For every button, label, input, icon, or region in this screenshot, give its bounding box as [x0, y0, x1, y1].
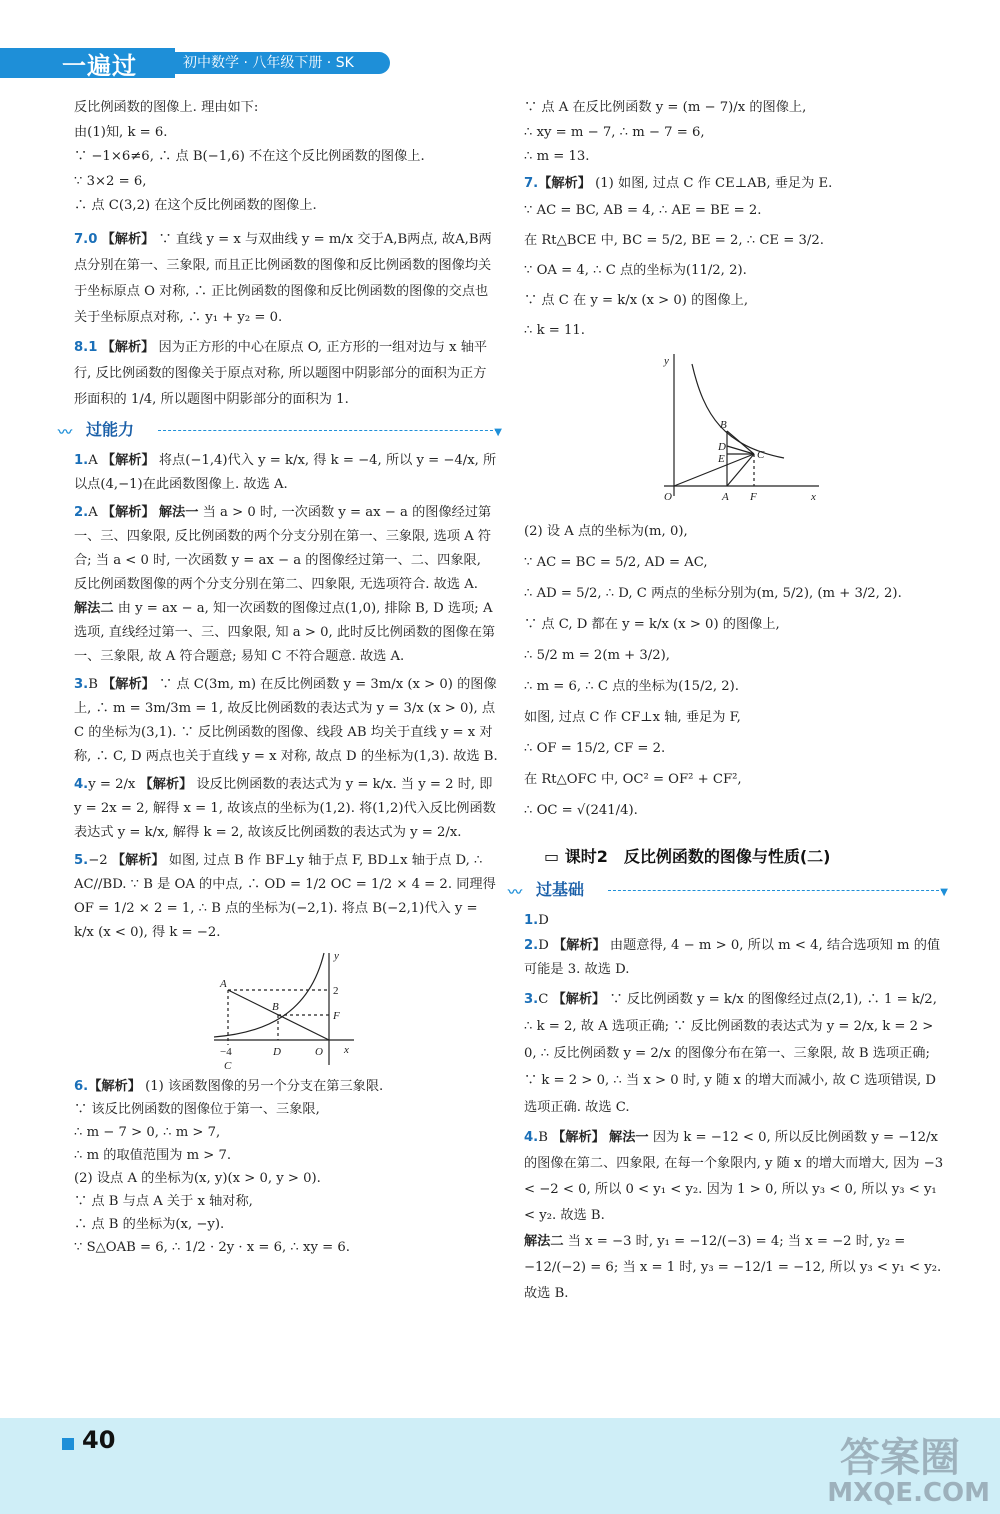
- watermark-url: MXQE.COM: [827, 1478, 990, 1508]
- section-icon: 〰: [58, 424, 72, 441]
- page-number: 40: [82, 1426, 116, 1454]
- section-title: 过能力: [86, 419, 135, 439]
- question-number: 7.: [74, 231, 89, 247]
- question-number: 2.: [74, 504, 89, 520]
- question-number: 8.: [74, 339, 89, 355]
- answer: C: [538, 991, 549, 1007]
- section-header: [58, 417, 502, 443]
- question-2: [74, 501, 498, 669]
- section-icon: 〰: [508, 885, 522, 901]
- question-5: [74, 849, 498, 945]
- text-line: 由(1)知, k = 6.: [74, 124, 168, 140]
- tick-minus4: −4: [220, 1045, 232, 1058]
- analysis-tag: 【解析】: [102, 676, 155, 692]
- question-number: 2.: [524, 937, 539, 953]
- text-line: 反比例函数的图像上. 理由如下:: [74, 100, 259, 115]
- answer: B: [538, 1129, 548, 1145]
- text-line: ∴ m = 13.: [524, 149, 590, 164]
- analysis-tag: 【解析】: [88, 1078, 141, 1094]
- analysis-text: ∵ 直线 y = x 与双曲线 y = m/x 交于A,B两点, 故A,B两点分别在第一、三象限, 而且正比例函数的图像和反比例函数的图像均关于坐标原点 O 对称, ∴ 正比例函数的图像和反比例函数的图像的交点也关于坐标原点对称, ∴ y₁ + y₂ = 0.: [74, 231, 492, 325]
- answer: 0: [88, 231, 98, 247]
- answer: y = 2/x: [88, 776, 136, 792]
- analysis-tag: 【解析】: [552, 937, 606, 953]
- label-E: E: [718, 453, 725, 465]
- text-line: ∵ 点 C 在 y = k/x (x > 0) 的图像上,: [524, 293, 749, 308]
- text-line: ∵ AC = BC = 5/2, AD = AC,: [524, 555, 708, 570]
- text-line: ∵ 点 C, D 都在 y = k/x (x > 0) 的图像上,: [524, 617, 780, 632]
- text-line: ∴ m − 7 > 0, ∴ m > 7,: [74, 1124, 221, 1140]
- text-line: ∵ S△OAB = 6, ∴ 1/2 · 2y · x = 6, ∴ xy = 6.: [74, 1239, 350, 1255]
- question-6: [74, 1075, 498, 1098]
- analysis-text: ∵ 点 C(3m, m) 在反比例函数 y = 3m/x (x > 0) 的图像上, ∴ m = 3m/3m = 1, 故反比例函数的表达式为 y = 3/x (x > 0), 点 C 的坐标为(3,1). ∵ 反比例函数的图像、线段 AB 均关于直线 y = x 对称, ∴ C, D 两点也关于直线 y = x 对称, 故点 D 的坐标为(1,3). 故选 B.: [74, 676, 498, 764]
- method-label: 解法一: [609, 1129, 649, 1145]
- text-line: ∵ 3×2 = 6,: [74, 173, 147, 189]
- text-line: 在 Rt△OFC 中, OC² = OF² + CF²,: [524, 772, 742, 787]
- text-line: ∵ 点 A 在反比例函数 y = (m − 7)/x 的图像上,: [524, 100, 807, 115]
- question-b4: [524, 1125, 944, 1307]
- text-line: (2) 设 A 点的坐标为(m, 0),: [524, 524, 688, 539]
- label-F: F: [333, 1009, 340, 1022]
- question-number: 5.: [74, 852, 89, 868]
- watermark-logo: 答案圈: [840, 1435, 960, 1481]
- text-line: ∴ 5/2 m = 2(m + 3/2),: [524, 648, 670, 663]
- question-7: [74, 227, 498, 331]
- analysis-tag: 【解析】: [101, 231, 155, 247]
- divider: [158, 430, 498, 431]
- figure-hyperbola-left: [74, 945, 498, 1075]
- text-line: 在 Rt△BCE 中, BC = 5/2, BE = 2, ∴ CE = 3/2.: [524, 233, 824, 248]
- chevron-down-icon: ▼: [494, 426, 502, 438]
- chevron-down-icon: ▼: [940, 887, 948, 898]
- question-8: [74, 335, 498, 413]
- lesson-title: [544, 844, 944, 867]
- footer-band: [0, 1418, 1000, 1514]
- analysis-text: 如图, 过点 B 作 BF⊥y 轴于点 F, BD⊥x 轴于点 D, ∴ AC//BD. ∵ B 是 OA 的中点, ∴ OD = 1/2 OC = 1/2 × 4 = 2. 同理得 OF = 1/2 × 2 = 1, ∴ B 点的坐标为(−2,1). 将点 B(−2,1)代入 y = k/x (x < 0), 得 k = −2.: [74, 852, 496, 940]
- question-b2: [524, 934, 944, 982]
- analysis-text: 当 a > 0 时, 一次函数 y = ax − a 的图像经过第一、三、四象限, 反比例函数的两个分支分别在第一、三象限, 选项 A 符合; 当 a < 0 时, 一次函数 y = ax − a 的图像经过第一、二、四象限, 反比例函数图像的两个分支分别在第二、四象限, 无选项符合. 故选 A.: [74, 504, 492, 592]
- analysis-tag: 【解析】: [101, 339, 155, 355]
- analysis-text: 当 x = −3 时, y₁ = −12/(−3) = 4; 当 x = −2 时, y₂ = −12/(−2) = 6; 当 x = 1 时, y₃ = −12/1 = −12, 所以 y₃ < y₁ < y₂. 故选 B.: [524, 1233, 942, 1301]
- method-label: 解法二: [74, 600, 114, 616]
- book-subtitle: 初中数学 · 八年级下册 · SK: [175, 52, 390, 74]
- question-number: 4.: [74, 776, 89, 792]
- analysis-tag: 【解析】: [552, 991, 606, 1007]
- text-line: (1) 如图, 过点 C 作 CE⊥AB, 垂足为 E.: [595, 175, 833, 191]
- tick-2: 2: [333, 984, 339, 997]
- analysis-text: 将点(−1,4)代入 y = k/x, 得 k = −4, 所以 y = −4/x, 所以点(4,−1)在此函数图像上. 故选 A.: [74, 452, 497, 492]
- question-3: [74, 673, 498, 769]
- text-line: ∵ AC = BC, AB = 4, ∴ AE = BE = 2.: [524, 203, 762, 218]
- divider: [608, 890, 944, 891]
- text-line: ∵ 该反比例函数的图像位于第一、三象限,: [74, 1101, 320, 1117]
- text-line: ∴ xy = m − 7, ∴ m − 7 = 6,: [524, 124, 705, 140]
- analysis-tag: 【解析】: [538, 175, 591, 191]
- method-label: 解法二: [524, 1233, 564, 1249]
- header-bar: [0, 48, 395, 78]
- label-C: C: [757, 449, 765, 461]
- question-b1: [524, 909, 944, 934]
- question-7-right: [524, 172, 944, 197]
- text-line: ∴ AD = 5/2, ∴ D, C 两点的坐标分别为(m, 5/2), (m + 3/2, 2).: [524, 586, 902, 601]
- text-line: ∴ OC = √(241/4).: [524, 803, 638, 818]
- lesson-icon: ▭: [544, 847, 560, 866]
- label-y: y: [334, 949, 339, 962]
- text-line: ∵ −1×6≠6, ∴ 点 B(−1,6) 不在这个反比例函数的图像上.: [74, 149, 425, 164]
- question-b3: [524, 986, 944, 1121]
- text-line: ∴ k = 11.: [524, 323, 585, 338]
- label-A: A: [220, 977, 227, 990]
- label-x: x: [811, 491, 816, 503]
- answer: A: [88, 504, 98, 520]
- label-D: D: [718, 441, 726, 453]
- question-number: 3.: [524, 991, 539, 1007]
- answer: 1: [88, 339, 98, 355]
- question-number: 4.: [524, 1129, 539, 1145]
- text-line: (2) 设点 A 的坐标为(x, y)(x > 0, y > 0).: [74, 1170, 321, 1186]
- analysis-tag: 【解析】: [139, 776, 193, 792]
- label-O: O: [664, 491, 672, 503]
- section-header: [508, 877, 948, 903]
- text-line: ∴ 点 B 的坐标为(x, −y).: [74, 1216, 225, 1232]
- label-y: y: [664, 355, 669, 367]
- text-line: ∵ 点 B 与点 A 关于 x 轴对称,: [74, 1193, 253, 1209]
- text-line: ∴ 点 C(3,2) 在这个反比例函数的图像上.: [74, 198, 317, 213]
- analysis-tag: 【解析】: [552, 1129, 605, 1145]
- label-B: B: [720, 419, 727, 431]
- lesson-title-text: 课时2 反比例函数的图像与性质(二): [564, 847, 831, 866]
- section-title: 过基础: [536, 880, 585, 899]
- page-marker-icon: [62, 1438, 74, 1450]
- analysis-text: 由题意得, 4 − m > 0, 所以 m < 4, 结合选项知 m 的值可能是 3. 故选 D.: [524, 937, 941, 977]
- label-x: x: [344, 1043, 349, 1056]
- text-line: ∵ OA = 4, ∴ C 点的坐标为(11/2, 2).: [524, 263, 747, 278]
- question-1: [74, 449, 498, 497]
- answer: D: [538, 937, 549, 953]
- analysis-text: ∵ 反比例函数 y = k/x 的图像经过点(2,1), ∴ 1 = k/2, ∴ k = 2, 故 A 选项正确; ∵ 反比例函数的表达式为 y = 2/x, k = 2 > 0, ∴ 反比例函数 y = 2/x 的图像分布在第一、三象限, 故 B 选项正确; ∵ k = 2 > 0, ∴ 当 x > 0 时, y 随 x 的增大而减小, 故 C 选项错误, D 选项正确. 故选 C.: [524, 991, 937, 1115]
- right-column: [508, 96, 948, 1307]
- label-O: O: [315, 1045, 323, 1058]
- analysis-tag: 【解析】: [101, 504, 155, 520]
- question-number: 6.: [74, 1078, 89, 1094]
- analysis-text: 因为正方形的中心在原点 O, 正方形的一组对边与 x 轴平行, 反比例函数的图像关于原点对称, 所以题图中阴影部分的面积为正方形面积的 1/4, 所以题图中阴影部分的面积为 1.: [74, 339, 488, 407]
- question-number: 1.: [524, 913, 539, 928]
- brand-title: 一遍过: [62, 52, 137, 80]
- label-B: B: [272, 1000, 279, 1013]
- answer: A: [88, 452, 98, 468]
- text-line: ∴ OF = 15/2, CF = 2.: [524, 741, 666, 756]
- question-4: [74, 773, 498, 845]
- question-number: 3.: [74, 676, 89, 692]
- analysis-tag: 【解析】: [101, 452, 155, 468]
- text-line: (1) 该函数图像的另一个分支在第三象限.: [145, 1078, 384, 1094]
- method-label: 解法一: [158, 504, 199, 520]
- question-number: 7.: [524, 175, 539, 191]
- label-A: A: [722, 491, 729, 503]
- answer: B: [88, 676, 98, 692]
- hyperbola-branch: [214, 953, 324, 1037]
- analysis-text: 设反比例函数的表达式为 y = k/x. 当 y = 2 时, 即 y = 2x = 2, 解得 x = 1, 故该点的坐标为(1,2). 将(1,2)代入反比例函数表达式 y = k/x, 解得 k = 2, 故该反比例函数的表达式为 y = 2/x.: [74, 776, 496, 840]
- answer: D: [538, 913, 549, 928]
- text-line: ∴ m 的取值范围为 m > 7.: [74, 1147, 232, 1163]
- segment-oc: [674, 454, 754, 486]
- question-number: 1.: [74, 452, 89, 468]
- label-F: F: [750, 491, 757, 503]
- label-C: C: [224, 1059, 232, 1072]
- figure-hyperbola-right: [524, 346, 944, 516]
- analysis-tag: 【解析】: [111, 852, 165, 868]
- answer: −2: [88, 852, 108, 868]
- left-column: [58, 96, 502, 1259]
- text-line: 如图, 过点 C 作 CF⊥x 轴, 垂足为 F,: [524, 710, 741, 725]
- label-D: D: [273, 1045, 281, 1058]
- hyperbola-branch: [692, 364, 784, 458]
- text-line: ∴ m = 6, ∴ C 点的坐标为(15/2, 2).: [524, 679, 739, 694]
- analysis-text: 由 y = ax − a, 知一次函数的图像过点(1,0), 排除 B, D 选项; A 选项, 直线经过第一、三、四象限, 知 a > 0, 此时反比例函数的图像在第一、三象限, 故 A 符合题意; 易知 C 不符合题意. 故选 A.: [74, 600, 496, 664]
- analysis-text: 因为 k = −12 < 0, 所以反比例函数 y = −12/x 的图像在第二、四象限, 在每一个象限内, y 随 x 的增大而增大, 因为 −3 < −2 < 0, 所以 0 < y₁ < y₂. 因为 1 > 0, 所以 y₃ < 0, 所以 y₃ < y₁ < y₂. 故选 B.: [524, 1129, 944, 1223]
